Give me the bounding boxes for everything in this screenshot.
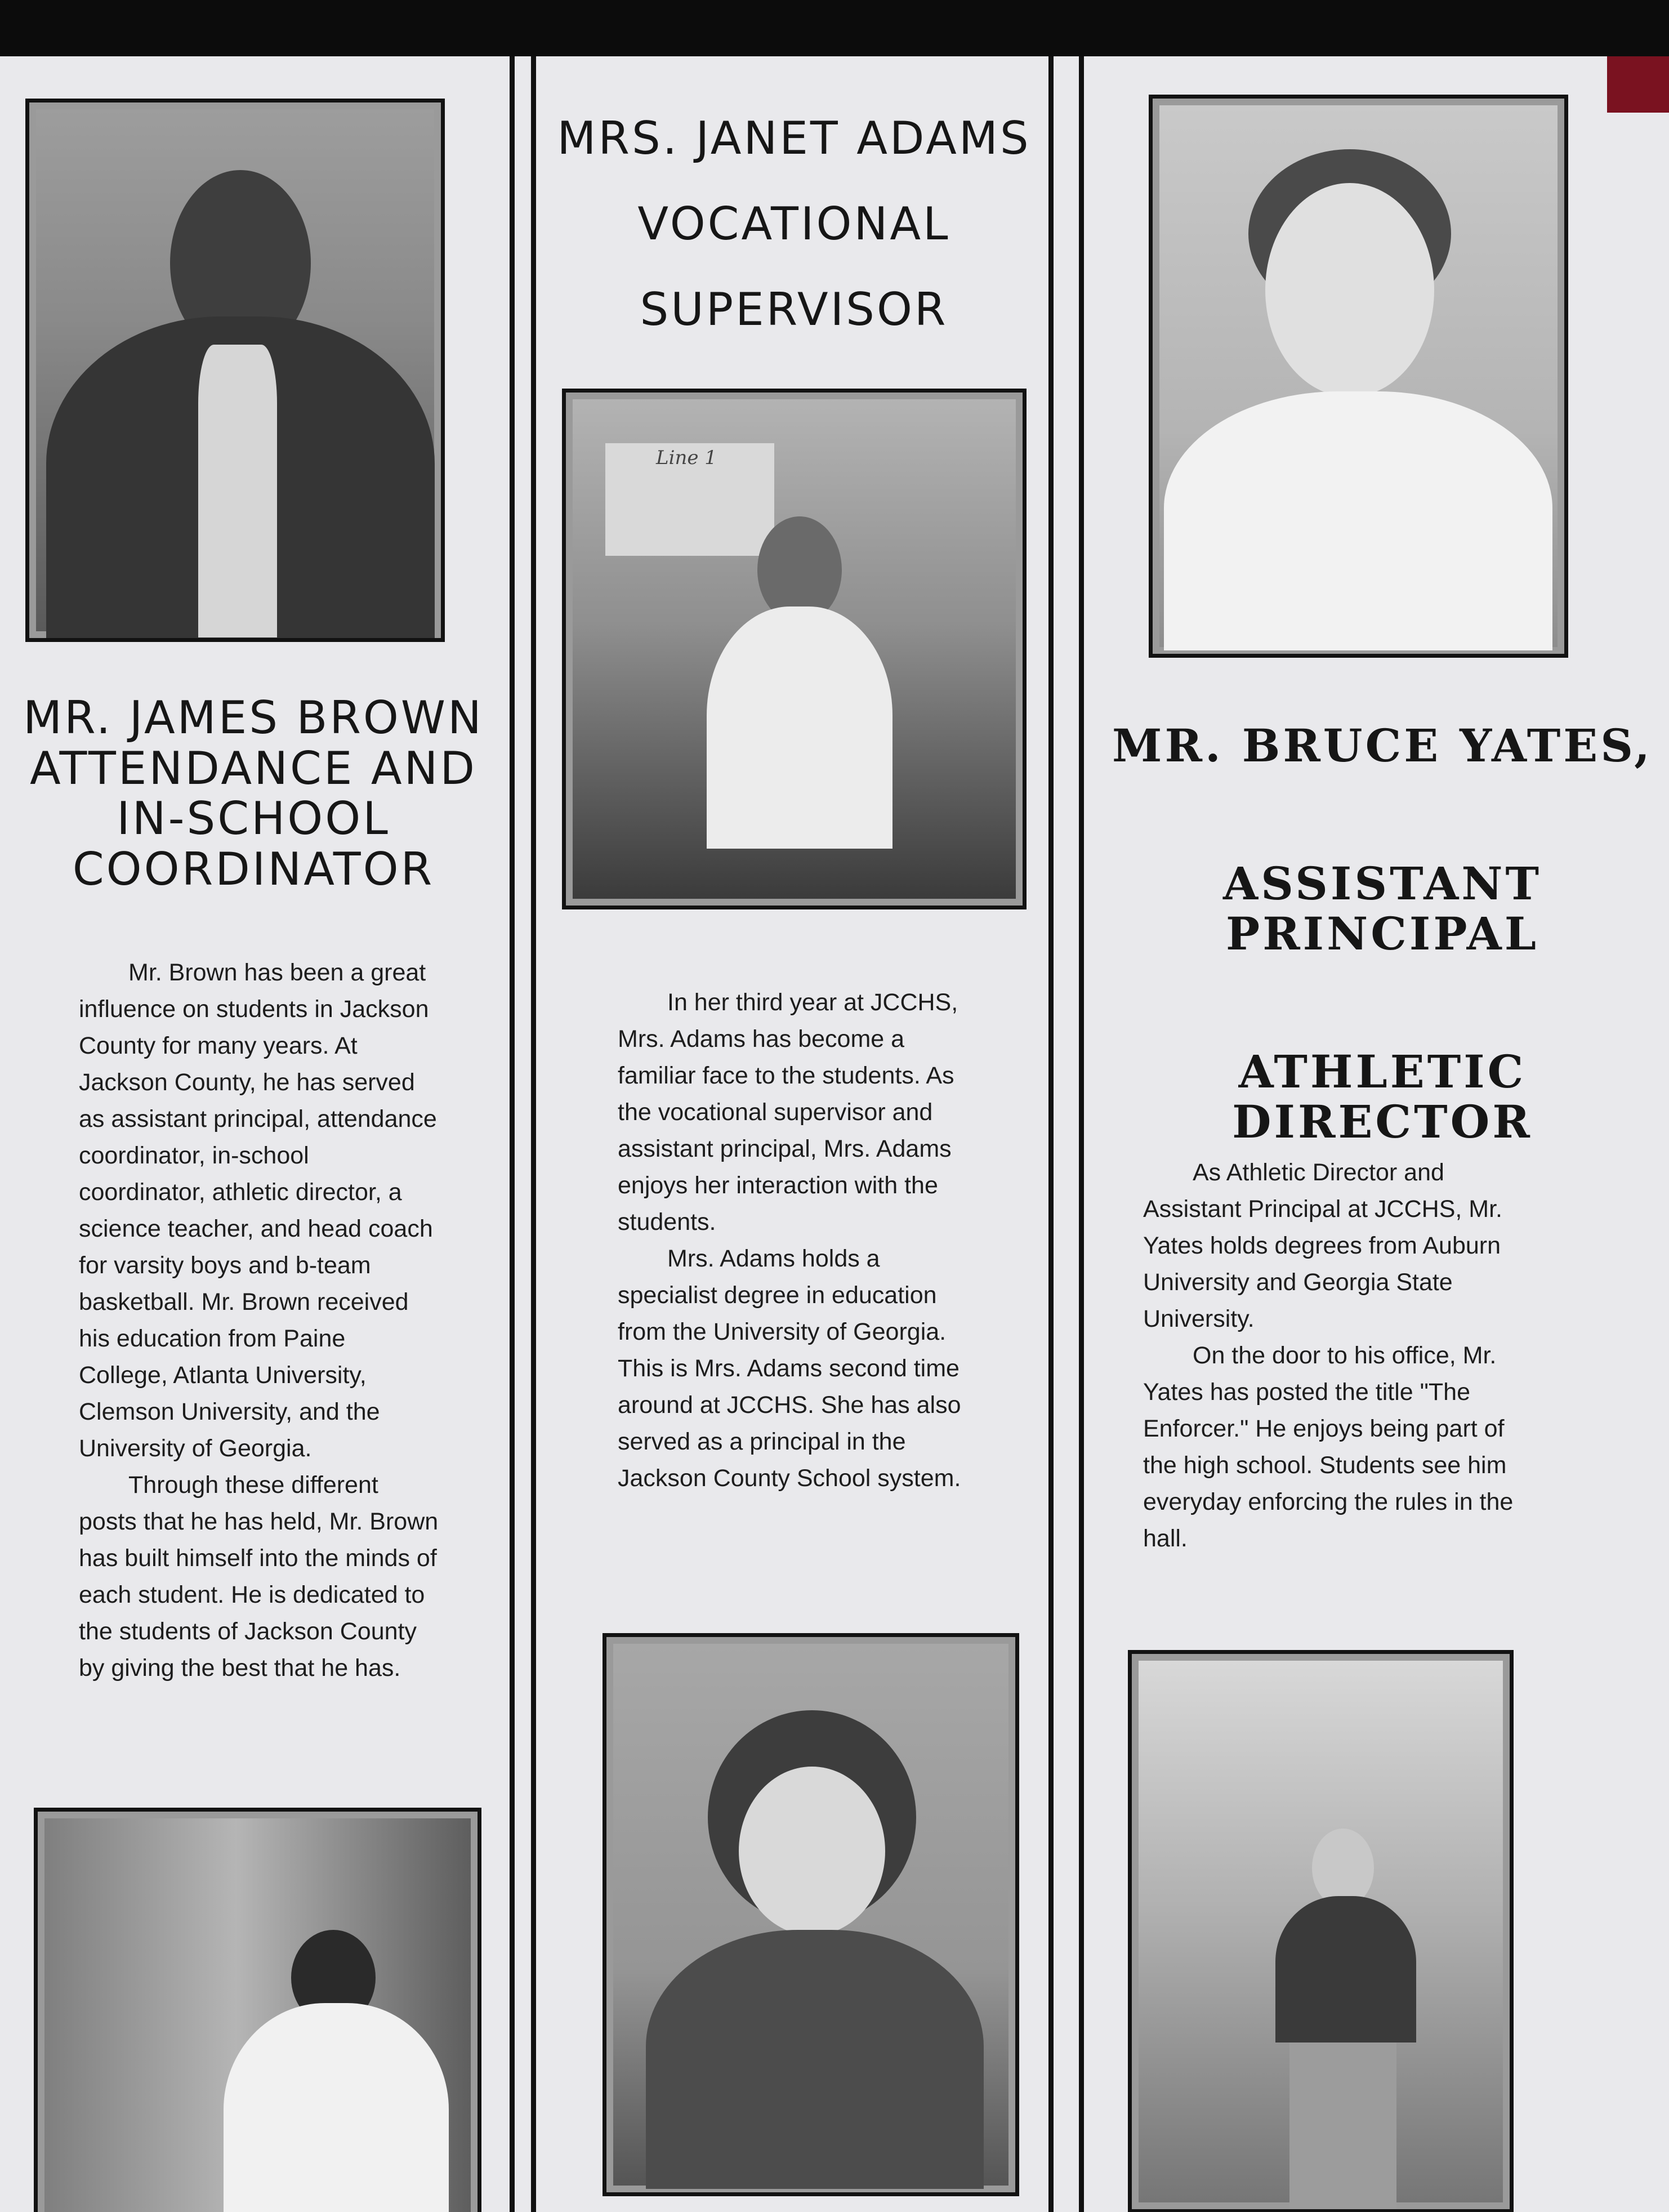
hallway-head: [1312, 1829, 1374, 1907]
classroom-board: [605, 443, 774, 556]
adams-paragraph-2: Mrs. Adams holds a specialist degree in education from the University of Georgia. This is Mrs. Adams second time around at JCCHS. She has also served as a principal in the Jackson County School system.: [618, 1245, 961, 1492]
brown-paragraph-2: Through these different posts that he has held, Mr. Brown has built himself into the minds of each student. He is dedicated to the students of Jackson County by giving the best that he has.: [79, 1471, 439, 1682]
yates-heading: [1098, 721, 1667, 1148]
yates-portrait-shirt: [1164, 391, 1552, 650]
brown-heading: [6, 693, 501, 894]
brown-title-line1: ATTENDANCE AND: [29, 742, 477, 795]
brown-name: MR. JAMES BROWN: [23, 692, 484, 744]
brown-title-line3: COORDINATOR: [72, 842, 435, 895]
adams-heading: [538, 96, 1050, 353]
yates-article: [1143, 1154, 1515, 1557]
hallway-trousers: [1289, 2042, 1396, 2211]
brown-portrait-photo: [25, 99, 445, 642]
yates-title-line1: ASSISTANT PRINCIPAL: [1223, 857, 1542, 961]
classroom-teacher-body: [707, 606, 892, 849]
page-edge-strip: [1607, 56, 1669, 113]
adams-portrait-face: [739, 1767, 885, 1936]
yates-portrait-photo: [1149, 95, 1568, 658]
hallway-sweater: [1275, 1896, 1416, 2042]
divider-right-outer: [1079, 56, 1084, 2212]
yates-name: MR. BRUCE YATES,: [1112, 719, 1653, 772]
divider-right-inner: [1048, 56, 1054, 2212]
adams-article: [618, 984, 981, 1497]
yearbook-page: [0, 56, 1669, 2212]
divider-left-inner: [531, 56, 536, 2212]
adams-classroom-photo: [562, 389, 1027, 909]
brown-title-line2: IN-SCHOOL: [117, 792, 390, 845]
divider-left-outer: [510, 56, 515, 2212]
adams-title-line1: VOCATIONAL: [637, 198, 950, 250]
board-text: Line 1: [656, 447, 717, 469]
adams-name: MRS. JANET ADAMS: [557, 112, 1031, 164]
brown-candid-photo: [34, 1808, 481, 2212]
yates-paragraph-2: On the door to his office, Mr. Yates has posted the title "The Enforcer." He enjoys being part of the high school. Students see him everyday enforcing the rules in the hall.: [1143, 1342, 1514, 1552]
brown-paragraph-1: Mr. Brown has been a great influence on students in Jackson County for many years. At Jackson County, he has served as assistant principal, attendance coordinator, in-school coordinator, athletic director, a science teacher, and head coach for varsity boys and b-team basketball. Mr. Brown received his education from Paine College, Atlanta University, Clemson University, and the University of Georgia.: [79, 959, 437, 1462]
adams-title-line2: SUPERVISOR: [640, 283, 948, 336]
adams-portrait-photo: [603, 1633, 1019, 2196]
brown-article: [79, 955, 439, 1687]
adams-portrait-scarf: [646, 1930, 984, 2189]
yates-portrait-face: [1265, 183, 1434, 397]
candid-shirt: [224, 2003, 449, 2212]
yates-title-line2: ATHLETIC DIRECTOR: [1232, 1045, 1533, 1149]
portrait-shirt: [198, 345, 277, 637]
adams-paragraph-1: In her third year at JCCHS, Mrs. Adams has become a familiar face to the students. As the vocational supervisor and assistant principal, Mrs. Adams enjoys her interaction with the students.: [618, 989, 958, 1236]
yates-paragraph-1: As Athletic Director and Assistant Principal at JCCHS, Mr. Yates holds degrees from Auburn University and Georgia State University.: [1143, 1159, 1503, 1332]
yates-hallway-photo: [1128, 1650, 1514, 2212]
